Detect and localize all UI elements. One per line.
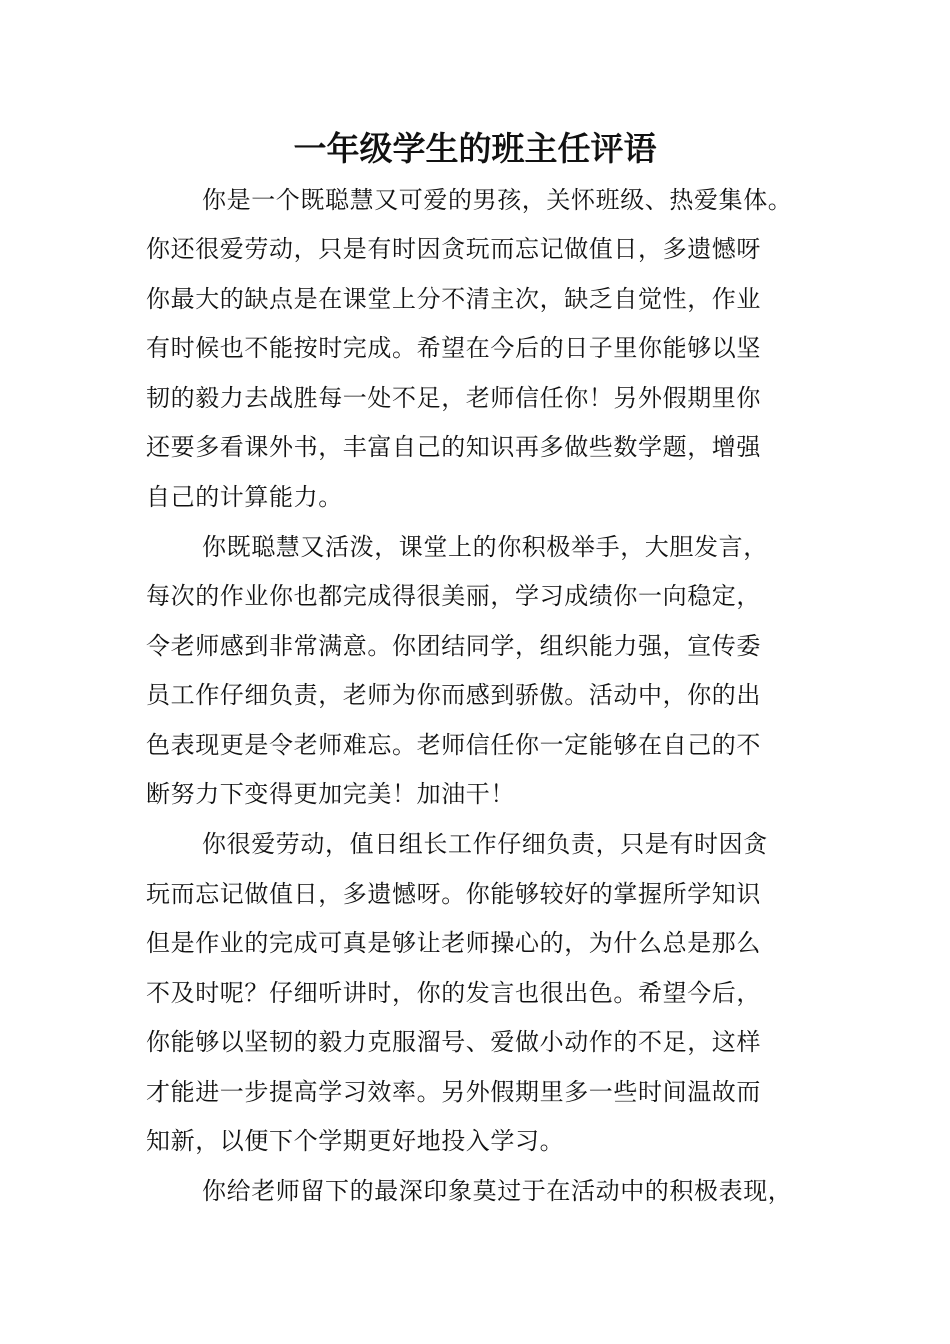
text-line: 不及时呢？仔细听讲时，你的发言也很出色。希望今后， — [146, 979, 761, 1007]
text-line: 你给老师留下的最深印象莫过于在活动中的积极表现， — [202, 1177, 793, 1205]
text-line: 断努力下变得更加完美！加油干！ — [146, 780, 515, 808]
text-line: 你能够以坚韧的毅力克服溜号、爱做小动作的不足，这样 — [146, 1028, 761, 1056]
text-line: 你最大的缺点是在课堂上分不清主次，缺乏自觉性，作业 — [146, 285, 761, 313]
text-line: 有时候也不能按时完成。希望在今后的日子里你能够以坚 — [146, 334, 761, 362]
text-line: 韧的毅力去战胜每一处不足，老师信任你！另外假期里你 — [146, 384, 761, 412]
text-line: 令老师感到非常满意。你团结同学，组织能力强，宣传委 — [146, 632, 761, 660]
text-line: 自己的计算能力。 — [146, 483, 343, 511]
text-line: 你很爱劳动，值日组长工作仔细负责，只是有时因贪 — [202, 830, 768, 858]
text-line: 你是一个既聪慧又可爱的男孩，关怀班级、热爱集体。 — [202, 186, 793, 214]
text-line: 你既聪慧又活泼，课堂上的你积极举手，大胆发言， — [202, 533, 768, 561]
text-line: 才能进一步提高学习效率。另外假期里多一些时间温故而 — [146, 1078, 761, 1106]
text-line: 每次的作业你也都完成得很美丽，学习成绩你一向稳定， — [146, 582, 761, 610]
text-line: 玩而忘记做值日，多遗憾呀。你能够较好的掌握所学知识 — [146, 880, 761, 908]
text-line: 员工作仔细负责，老师为你而感到骄傲。活动中，你的出 — [146, 681, 761, 709]
text-line: 还要多看课外书，丰富自己的知识再多做些数学题，增强 — [146, 433, 761, 461]
text-line: 知新，以便下个学期更好地投入学习。 — [146, 1127, 565, 1155]
document-title: 一年级学生的班主任评语 — [293, 129, 657, 168]
text-line: 你还很爱劳动，只是有时因贪玩而忘记做值日，多遗憾呀 — [146, 235, 761, 263]
text-line: 但是作业的完成可真是够让老师操心的，为什么总是那么 — [146, 929, 761, 957]
text-line: 色表现更是令老师难忘。老师信任你一定能够在自己的不 — [146, 731, 761, 759]
